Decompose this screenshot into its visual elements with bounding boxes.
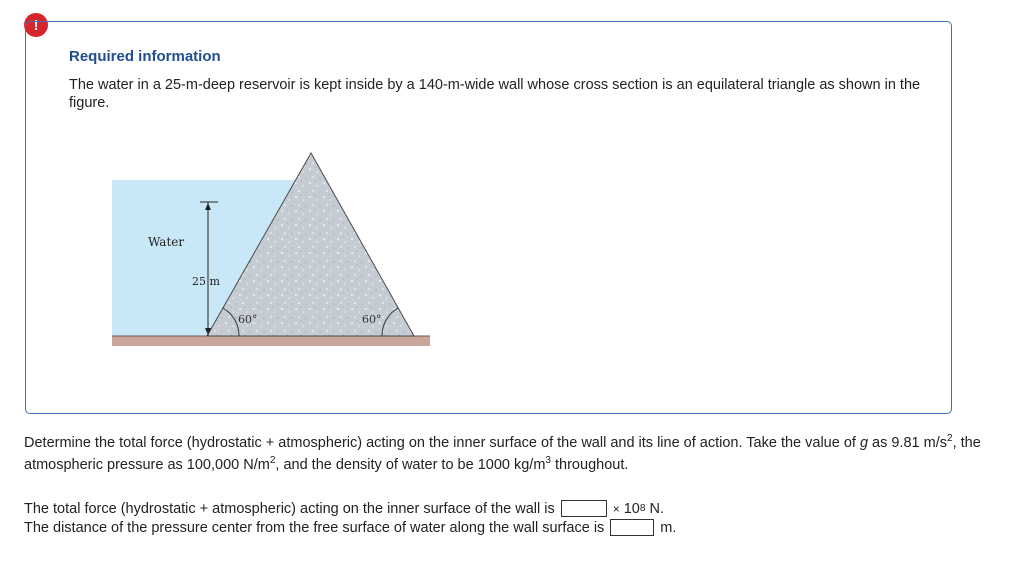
force-prompt: The total force (hydrostatic + atmospheric) acting on the inner surface of the wall is — [24, 500, 555, 517]
required-info-card — [25, 21, 952, 414]
distance-unit: m. — [660, 519, 677, 536]
info-text: The water in a 25-m-deep reservoir is kept inside by a 140-m-wide wall whose cross section is an equilateral triangle as shown in the figure. — [69, 77, 921, 111]
times-sign: × — [612, 501, 620, 516]
distance-answer-input[interactable] — [610, 519, 654, 536]
force-unit: N. — [649, 500, 664, 517]
ground — [112, 336, 430, 346]
left-angle-label: 60° — [238, 313, 258, 326]
question-text: Determine the total force (hydrostatic + atmospheric) acting on the inner surface of the wall and its line of action. Take the value of g as 9.81 $m/s^2$, the atmospheric pressure as 100,000 $N/m^2$, and the density of water to be 1000 $kg/m^3$ throughout. — [24, 433, 981, 473]
reservoir-figure — [112, 152, 462, 352]
right-angle-label: 60° — [362, 313, 382, 326]
info-title: Required information — [69, 48, 221, 65]
water-label: Water — [148, 235, 185, 249]
force-answer-row: The total force (hydrostatic + atmospheric) acting on the inner surface of the wall is × 10 8 N. — [24, 500, 664, 517]
depth-label: 25 m — [192, 275, 220, 288]
alert-icon: ! — [24, 13, 48, 37]
force-answer-input[interactable] — [561, 500, 607, 517]
distance-answer-row — [24, 519, 676, 536]
power-base: 10 — [623, 500, 640, 517]
distance-prompt: The distance of the pressure center from the free surface of water along the wall surface is — [24, 519, 605, 536]
g-symbol: g — [859, 435, 869, 451]
